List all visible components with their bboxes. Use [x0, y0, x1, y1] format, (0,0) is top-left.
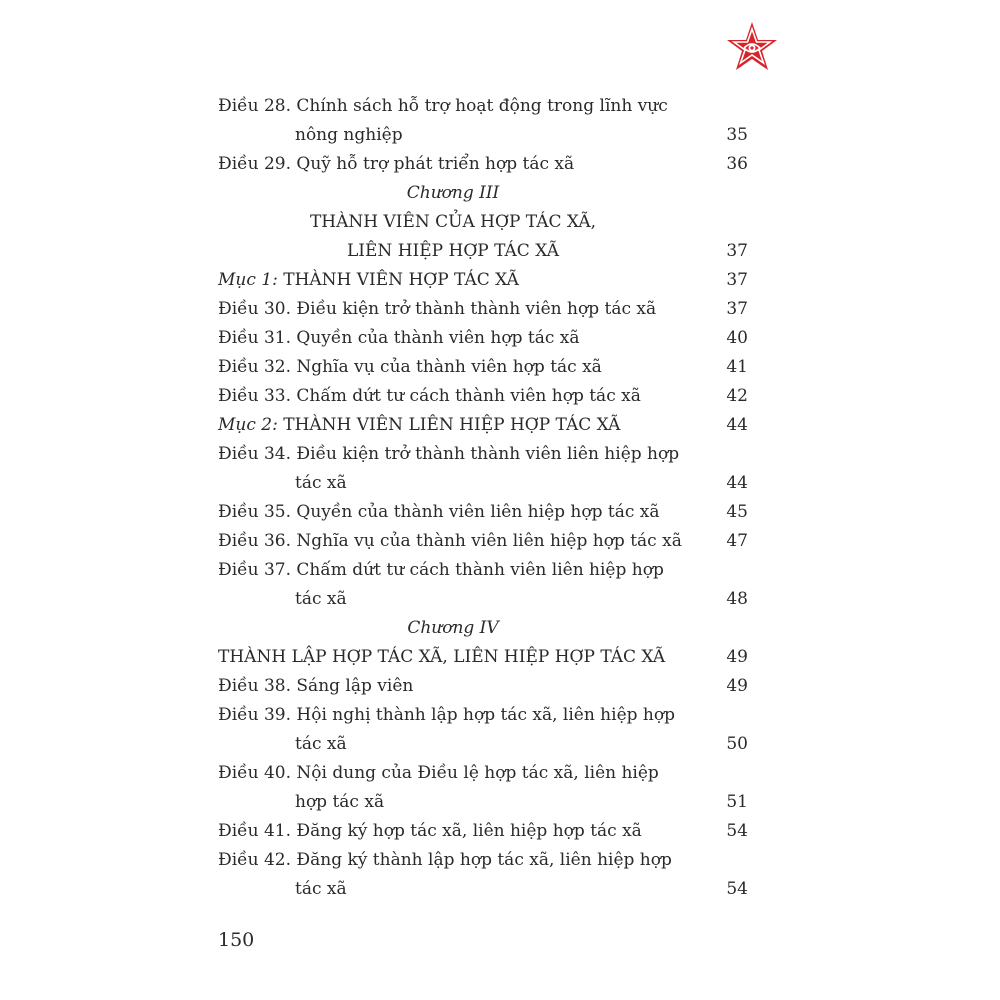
chapter-heading-3 [218, 179, 748, 208]
toc-entry-dieu-37 [218, 556, 748, 585]
entry-title: Điều 30. Điều kiện trở thành thành viên hợp tác xã [218, 299, 657, 319]
chapter-label: Chương III [406, 183, 500, 203]
chapter-title-line: LIÊN HIỆP HỢP TÁC XÃ [347, 241, 559, 261]
entry-title: Điều 34. Điều kiện trở thành thành viên liên hiệp hợp [218, 444, 680, 464]
section-prefix: Mục 1: [218, 270, 278, 290]
page-ref: 49 [726, 647, 748, 667]
section-heading-muc-2 [218, 411, 748, 440]
page-ref: 54 [726, 821, 748, 841]
toc-entry-dieu-28-cont [218, 121, 748, 150]
page-ref: 54 [726, 879, 748, 899]
toc-entry-dieu-39-cont [218, 730, 748, 759]
page-ref: 36 [726, 154, 748, 174]
page-ref: 47 [726, 531, 748, 551]
toc-entry-dieu-41 [218, 817, 748, 846]
toc-entry-dieu-38 [218, 672, 748, 701]
page-ref: 40 [726, 328, 748, 348]
toc-entry-dieu-42 [218, 846, 748, 875]
entry-title-continued: tác xã [295, 879, 347, 899]
entry-title-continued: tác xã [295, 473, 347, 493]
page-ref: 51 [726, 792, 748, 812]
toc-entry-dieu-34-cont [218, 469, 748, 498]
chapter-title-4 [218, 643, 748, 672]
page-ref: 50 [726, 734, 748, 754]
entry-title: Điều 41. Đăng ký hợp tác xã, liên hiệp hợp tác xã [218, 821, 642, 841]
entry-title: Điều 28. Chính sách hỗ trợ hoạt động trong lĩnh vực [218, 96, 668, 116]
entry-title: Điều 38. Sáng lập viên [218, 676, 414, 696]
entry-title: Điều 32. Nghĩa vụ của thành viên hợp tác xã [218, 357, 602, 377]
page-ref: 37 [726, 270, 748, 290]
page-ref: 41 [726, 357, 748, 377]
chapter-title-3 [218, 208, 748, 237]
toc-entry-dieu-34 [218, 440, 748, 469]
section-title [218, 266, 519, 295]
chapter-heading-4 [218, 614, 748, 643]
section-heading-muc-1 [218, 266, 748, 295]
entry-title: Điều 39. Hội nghị thành lập hợp tác xã, liên hiệp hợp [218, 705, 675, 725]
section-text: THÀNH VIÊN LIÊN HIỆP HỢP TÁC XÃ [277, 415, 621, 435]
toc-entry-dieu-39 [218, 701, 748, 730]
toc-entry-dieu-32 [218, 353, 748, 382]
page-ref: 44 [726, 415, 748, 435]
page-ref: 35 [726, 125, 748, 145]
entry-title: Điều 37. Chấm dứt tư cách thành viên liên hiệp hợp [218, 560, 664, 580]
entry-title: Điều 31. Quyền của thành viên hợp tác xã [218, 328, 580, 348]
entry-title-continued: tác xã [295, 734, 347, 754]
toc-entry-dieu-40 [218, 759, 748, 788]
section-text: THÀNH VIÊN HỢP TÁC XÃ [277, 270, 519, 290]
entry-title: Điều 42. Đăng ký thành lập hợp tác xã, liên hiệp hợp [218, 850, 672, 870]
entry-title: Điều 36. Nghĩa vụ của thành viên liên hiệp hợp tác xã [218, 531, 682, 551]
page-number: 150 [218, 929, 255, 951]
section-title [218, 411, 620, 440]
toc-entry-dieu-30 [218, 295, 748, 324]
toc-entry-dieu-31 [218, 324, 748, 353]
chapter-label: Chương IV [407, 618, 499, 638]
toc-entry-dieu-42-cont [218, 875, 748, 904]
section-prefix: Mục 2: [218, 415, 278, 435]
page-ref: 42 [726, 386, 748, 406]
toc-entry-dieu-37-cont [218, 585, 748, 614]
toc-entry-dieu-29 [218, 150, 748, 179]
table-of-contents [218, 92, 748, 904]
toc-entry-dieu-28 [218, 92, 748, 121]
entry-title-continued: hợp tác xã [295, 792, 385, 812]
page-ref: 44 [726, 473, 748, 493]
chapter-title-3-cont [218, 237, 748, 266]
page-ref: 37 [726, 241, 748, 261]
toc-entry-dieu-33 [218, 382, 748, 411]
page-ref: 37 [726, 299, 748, 319]
toc-entry-dieu-36 [218, 527, 748, 556]
page-ref: 48 [726, 589, 748, 609]
entry-title: Điều 40. Nội dung của Điều lệ hợp tác xã, liên hiệp [218, 763, 659, 783]
chapter-title-line: THÀNH VIÊN CỦA HỢP TÁC XÃ, [309, 212, 597, 232]
page-ref: 45 [726, 502, 748, 522]
entry-title: Điều 33. Chấm dứt tư cách thành viên hợp tác xã [218, 386, 641, 406]
chapter-title-line: THÀNH LẬP HỢP TÁC XÃ, LIÊN HIỆP HỢP TÁC XÃ [218, 647, 666, 667]
entry-title-continued: tác xã [295, 589, 347, 609]
entry-title-continued: nông nghiệp [295, 125, 403, 145]
page-ref: 49 [726, 676, 748, 696]
star-emblem-icon [722, 20, 782, 80]
toc-entry-dieu-40-cont [218, 788, 748, 817]
entry-title: Điều 29. Quỹ hỗ trợ phát triển hợp tác xã [218, 154, 575, 174]
toc-entry-dieu-35 [218, 498, 748, 527]
entry-title: Điều 35. Quyền của thành viên liên hiệp hợp tác xã [218, 502, 660, 522]
